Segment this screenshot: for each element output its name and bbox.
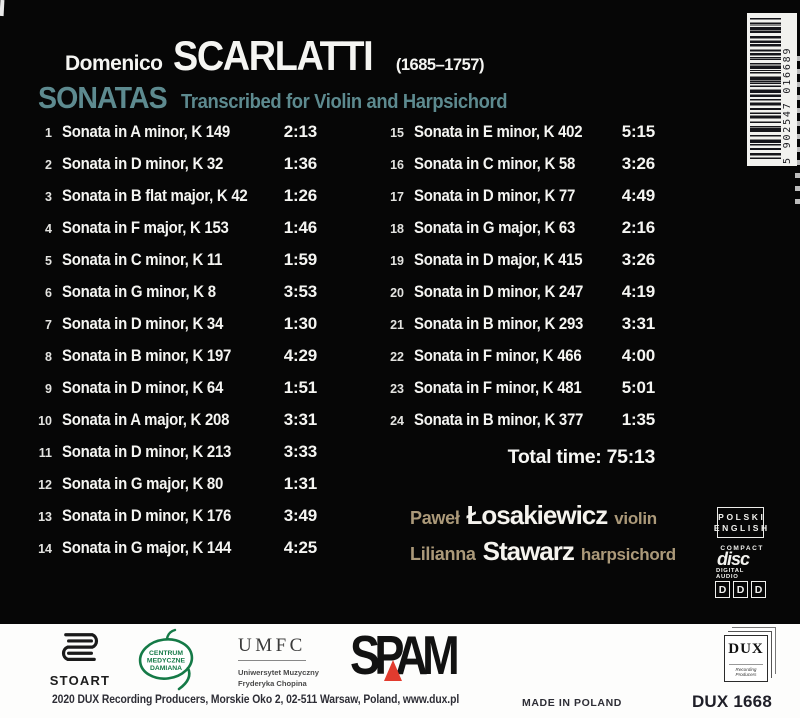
cmd-text-line3: DAMIANA [149,665,183,672]
track-title: Sonata in G major, K 63 [414,218,576,237]
scan-artifact-corner [0,0,4,16]
track-row [30,346,317,378]
performer-first-name: Paweł [410,508,460,528]
track-number: 23 [390,382,404,396]
track-row [382,154,655,186]
track-title: Sonata in B minor, K 197 [62,346,232,365]
track-title: Sonata in A major, K 208 [62,410,230,429]
spam-logo [350,624,454,690]
umfc-full-name [238,667,319,689]
umfc-logo [238,635,319,689]
track-time: 3:26 [621,154,655,173]
track-title: Sonata in D minor, K 32 [62,154,224,173]
performer-credits [410,500,676,572]
track-time: 4:25 [283,538,317,557]
track-title: Sonata in B minor, K 293 [414,314,584,333]
language-label: POLSKI [718,511,766,522]
track-number: 5 [45,254,52,268]
track-title: Sonata in D minor, K 176 [62,506,232,525]
total-time-value: 75:13 [606,446,655,468]
track-number: 6 [45,286,52,300]
track-number: 18 [390,222,404,236]
track-number: 4 [45,222,52,236]
catalog-number: DUX 1668 [691,692,772,711]
track-title: Sonata in D minor, K 64 [62,378,224,397]
track-title: Sonata in D minor, K 34 [62,314,224,333]
track-time: 1:36 [283,154,317,173]
track-time: 3:53 [283,282,317,301]
track-row [30,250,317,282]
track-row [382,218,655,250]
track-number: 7 [45,318,52,332]
publisher-address: 2020 DUX Recording Producers, Morskie Oko 2, 02-511 Warsaw, Poland, www.dux.pl [52,694,460,706]
cmd-text-line1: CENTRUM [149,650,183,657]
ddd-badge [715,581,766,598]
track-number: 11 [38,446,52,460]
umfc-name-line1: Uniwersytet Muzyczny [238,668,320,677]
track-title: Sonata in C minor, K 11 [62,250,223,269]
performer-line [410,536,676,572]
track-time: 4:49 [621,186,655,205]
track-number: 1 [45,126,52,140]
track-row [30,442,317,474]
barcode [747,13,797,166]
made-in-poland-label: MADE IN POLAND [522,697,622,709]
composer-dates: (1685–1757) [395,56,484,74]
centrum-medyczne-damiana-logo [133,627,203,698]
dux-publisher-logo [724,635,768,682]
track-row [30,186,317,218]
composer-last-name: SCARLATTI [172,32,372,79]
cd-logo-digital-audio-text: DIGITAL AUDIO [716,568,744,580]
total-time [382,446,655,469]
cmd-icon [133,627,203,693]
track-number: 12 [38,478,52,492]
track-time: 3:49 [283,506,317,525]
performer-instrument: violin [614,509,657,528]
track-title: Sonata in B minor, K 377 [414,410,584,429]
stoart-logo [42,631,118,688]
barcode-number: 5 902547 016689 [782,46,793,164]
track-time: 1:51 [283,378,317,397]
compact-disc-logo [714,545,768,580]
album-title: SONATAS [38,80,167,115]
track-list-right [382,122,655,442]
dux-logo-subtitle: Recording Producers [729,664,763,677]
track-row [30,154,317,186]
track-number: 8 [45,350,52,364]
track-title: Sonata in D minor, K 213 [62,442,232,461]
stoart-label: STOART [49,673,111,688]
track-time: 2:13 [283,122,317,141]
composer-first-name: Domenico [65,52,163,75]
track-row [30,282,317,314]
track-number: 24 [390,414,404,428]
track-row [382,346,655,378]
barcode-bars [750,18,781,161]
spam-wordmark: SPAM [350,624,454,686]
track-row [30,506,317,538]
track-row [30,474,317,506]
album-header [38,32,535,116]
cd-logo-compact-text: COMPACT [720,545,764,552]
umfc-name-line2: Fryderyka Chopina [238,679,307,688]
track-title: Sonata in G major, K 144 [62,538,232,557]
track-number: 16 [390,158,404,172]
track-time: 3:33 [283,442,317,461]
composer-line [65,32,535,80]
track-time: 1:31 [283,474,317,493]
track-title: Sonata in F major, K 153 [62,218,229,237]
track-time: 1:35 [621,410,655,429]
stoart-icon [51,631,109,667]
performer-line [410,500,676,536]
cd-logo-disc-text: disc [717,549,750,569]
track-number: 10 [38,414,52,428]
track-number: 21 [390,318,404,332]
track-time: 3:31 [621,314,655,333]
track-title: Sonata in D minor, K 247 [414,282,584,301]
track-time: 1:26 [283,186,317,205]
total-time-label: Total time: [507,446,602,468]
track-number: 19 [390,254,404,268]
dux-logo-word: DUX [728,641,764,657]
track-row [382,186,655,218]
track-title: Sonata in C minor, K 58 [414,154,576,173]
performer-first-name: Lilianna [410,544,476,564]
track-title: Sonata in G minor, K 8 [62,282,216,301]
track-time: 3:31 [283,410,317,429]
track-number: 20 [390,286,404,300]
performer-instrument: harpsichord [580,545,676,564]
track-number: 15 [390,126,404,140]
track-time: 1:30 [283,314,317,333]
track-row [382,378,655,410]
track-row [30,122,317,154]
track-number: 9 [45,382,52,396]
ddd-letter: D [751,581,766,598]
track-number: 3 [45,190,52,204]
track-time: 5:01 [621,378,655,397]
track-row [382,410,655,442]
track-time: 4:00 [621,346,655,365]
performer-last-name: Łosakiewicz [466,500,608,530]
track-title: Sonata in G major, K 80 [62,474,224,493]
performer-last-name: Stawarz [482,536,574,566]
track-number: 13 [38,510,52,524]
track-title: Sonata in D major, K 415 [414,250,583,269]
ddd-letter: D [733,581,748,598]
track-title: Sonata in A minor, K 149 [62,122,230,141]
track-time: 5:15 [621,122,655,141]
track-row [382,250,655,282]
track-time: 4:19 [621,282,655,301]
language-label: ENGLISH [713,522,770,533]
track-number: 2 [45,158,52,172]
track-list-left [30,122,317,570]
track-time: 1:59 [283,250,317,269]
track-row [382,282,655,314]
track-time: 1:46 [283,218,317,237]
track-number: 22 [390,350,404,364]
ddd-letter: D [715,581,730,598]
track-title: Sonata in F minor, K 466 [414,346,582,365]
track-row [30,410,317,442]
track-row [382,122,655,154]
album-subtitle: Transcribed for Violin and Harpsichord [180,91,508,113]
track-row [30,218,317,250]
track-title: Sonata in E minor, K 402 [414,122,583,141]
track-number: 17 [390,190,404,204]
language-badge [713,507,770,538]
track-row [382,314,655,346]
track-row [30,538,317,570]
track-number: 14 [38,542,52,556]
album-title-line [38,80,535,116]
umfc-acronym: UMFC [238,635,306,661]
spam-red-triangle-icon [384,660,402,681]
cmd-text-line2: MEDYCZNE [146,657,186,665]
track-time: 2:16 [621,218,655,237]
footer-strip [0,624,800,718]
track-time: 3:26 [621,250,655,269]
track-row [30,314,317,346]
track-time: 4:29 [283,346,317,365]
track-title: Sonata in F minor, K 481 [414,378,582,397]
track-row [30,378,317,410]
track-title: Sonata in D minor, K 77 [414,186,576,205]
track-title: Sonata in B flat major, K 42 [62,186,248,205]
